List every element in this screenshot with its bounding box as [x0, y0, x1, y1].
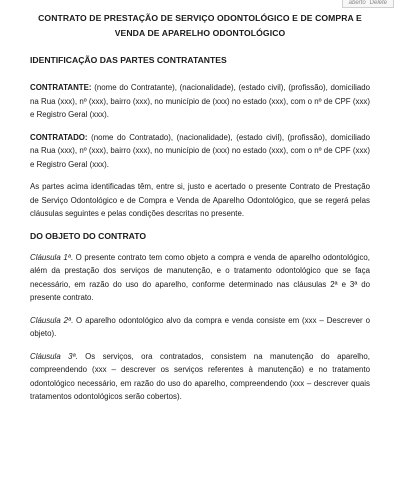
corner-tab[interactable] [342, 0, 394, 8]
section-heading-objeto: DO OBJETO DO CONTRATO [30, 230, 147, 241]
clause-1-text: . O presente contrato tem como objeto a compra e venda de aparelho odontológico, além da prestação dos serviços de manutenção, e o tratamento odontológico que se faça necessário, em razão do uso do aparelho, conforme determinado nas cláusulas 2ª e 3ª do presente contrato. [30, 252, 370, 302]
paragraph-intro: As partes acima identificadas têm, entre si, justo e acertado o presente Contrato de Prestação de Serviço Odontológico e de Compra e Venda de Aparelho Odontológico, que se regerá pelas cláusulas seguintes e pelas condições descritas no presente. [30, 182, 370, 218]
clause-2-label: Cláusula 2ª [30, 315, 71, 325]
clause-3-text: . Os serviços, ora contratados, consistem na manutenção do aparelho, compreendendo (xxx – descrever os serviços referentes à manutenção) e no tratamento odontológico necessário, em razão do uso do aparelho, compreendendo (xxx – descrever quais tratamentos odontológicos serão cobertos). [30, 351, 370, 401]
section-heading-identificacao: IDENTIFICAÇÃO DAS PARTES CONTRATANTES [30, 55, 227, 65]
contratante-text: (nome do Contratante), (nacionalidade), (estado civil), (profissão), domiciliado na Rua (xxx), nº (xxx), bairro (xxx), no município de (xxx) no estado (xxx), com o nº de CPF (xxx) e Registro Geral (xxx). [30, 83, 370, 119]
clause-1 [30, 251, 370, 305]
corner-tab-left-text: aberto [348, 0, 366, 6]
clause-1-label: Cláusula 1ª [30, 252, 71, 262]
paragraph-contratante [30, 81, 370, 122]
contratado-text: (nome do Contratado), (nacionalidade), (estado civil), (profissão), domiciliado na Rua (xxx), nº (xxx), bairro (xxx), no município de (xxx) no estado (xxx), com o nº de CPF (xxx) e Registro Geral (xxx). [30, 132, 370, 169]
contratado-label: CONTRATADO: [30, 132, 88, 142]
clause-2 [30, 314, 370, 341]
corner-tab-right-text[interactable]: Delete [369, 0, 387, 6]
contratante-label: CONTRATANTE: [30, 83, 92, 92]
clause-3-label: Cláusula 3ª [30, 351, 76, 361]
document-title: CONTRATO DE PRESTAÇÃO DE SERVIÇO ODONTOLÓGICO E DE COMPRA E VENDA DE APARELHO ODONTOLÓGICO [38, 13, 362, 38]
clause-3 [30, 350, 370, 404]
clause-2-text: . O aparelho odontológico alvo da compra e venda consiste em (xxx – Descrever o objeto). [30, 315, 370, 338]
paragraph-contratado [30, 131, 370, 172]
